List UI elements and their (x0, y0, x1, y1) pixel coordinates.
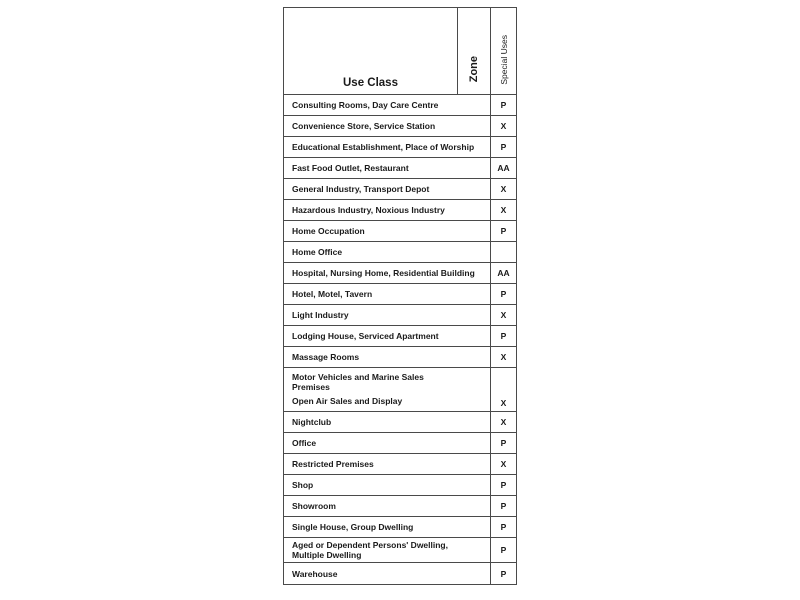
special-uses-header-label: Special Uses (498, 35, 509, 85)
use-class-cell: Office (292, 438, 317, 448)
use-class-cell: Single House, Group Dwelling (292, 522, 414, 532)
special-uses-value: X (490, 305, 516, 325)
special-uses-column-header (490, 8, 516, 94)
table-row (284, 454, 516, 475)
table-row (284, 200, 516, 221)
table-row (284, 563, 516, 584)
special-uses-value: P (490, 284, 516, 304)
special-uses-value: P (490, 95, 516, 115)
table-row (284, 221, 516, 242)
special-uses-value: AA (490, 158, 516, 178)
special-uses-value (490, 242, 516, 262)
special-uses-value: P (490, 563, 516, 584)
use-class-cell: Lodging House, Serviced Apartment (292, 331, 439, 341)
table-header-row (284, 8, 516, 95)
zone-column-header (457, 8, 490, 94)
table-row (284, 347, 516, 368)
use-class-column-header (284, 8, 457, 94)
use-class-cell: Warehouse (292, 568, 338, 579)
table-row (284, 242, 516, 263)
special-uses-value: X (490, 179, 516, 199)
table-row (284, 496, 516, 517)
table-row (284, 305, 516, 326)
use-class-header-label: Use Class (343, 77, 398, 89)
use-class-cell: Home Occupation (292, 226, 365, 236)
use-class-cell: Shop (292, 480, 314, 490)
special-uses-value: P (490, 496, 516, 516)
special-uses-value: P (490, 433, 516, 453)
use-class-cell: Consulting Rooms, Day Care Centre (292, 100, 439, 110)
special-uses-value: AA (490, 263, 516, 283)
table-row (284, 158, 516, 179)
use-class-cell (284, 368, 490, 411)
special-uses-value: X (490, 412, 516, 432)
special-uses-value: P (490, 517, 516, 537)
special-uses-value: P (490, 475, 516, 495)
special-uses-value: P (490, 221, 516, 241)
use-class-cell: Aged or Dependent Persons' Dwelling, Multiple Dwelling (292, 540, 448, 560)
special-uses-value: X (490, 347, 516, 367)
table-row (284, 368, 516, 412)
table-row (284, 263, 516, 284)
zone-header-label: Zone (468, 55, 480, 82)
use-class-cell: Home Office (292, 247, 343, 257)
special-uses-value: X (490, 454, 516, 474)
use-class-cell: Hotel, Motel, Tavern (292, 289, 373, 299)
table-row (284, 475, 516, 496)
special-uses-value: P (490, 538, 516, 562)
table-row (284, 284, 516, 305)
use-class-cell: Fast Food Outlet, Restaurant (292, 163, 409, 173)
use-class-cell: Massage Rooms (292, 352, 360, 362)
table-row (284, 538, 516, 563)
use-class-cell: General Industry, Transport Depot (292, 184, 430, 194)
special-uses-value: X (490, 200, 516, 220)
special-uses-value: X (490, 368, 516, 411)
table-row (284, 116, 516, 137)
table-row (284, 517, 516, 538)
special-uses-value: P (490, 137, 516, 157)
table-row (284, 412, 516, 433)
use-class-cell: Restricted Premises (292, 459, 374, 469)
table-row (284, 179, 516, 200)
use-class-cell: Showroom (292, 501, 336, 511)
table-row (284, 137, 516, 158)
use-class-cell: Nightclub (292, 417, 332, 427)
table-row (284, 433, 516, 454)
table-rows (284, 95, 516, 584)
use-class-zoning-table (283, 7, 517, 585)
use-class-entry: Motor Vehicles and Marine Sales Premises (292, 372, 424, 392)
special-uses-value: P (490, 326, 516, 346)
special-uses-value: X (490, 116, 516, 136)
table-row (284, 326, 516, 347)
use-class-cell: Hospital, Nursing Home, Residential Building (292, 268, 475, 278)
use-class-cell: Convenience Store, Service Station (292, 121, 436, 131)
use-class-entry: Open Air Sales and Display (292, 396, 403, 406)
use-class-cell: Educational Establishment, Place of Worship (292, 142, 475, 152)
use-class-cell: Light Industry (292, 310, 349, 320)
use-class-cell: Hazardous Industry, Noxious Industry (292, 205, 445, 215)
table-row (284, 95, 516, 116)
